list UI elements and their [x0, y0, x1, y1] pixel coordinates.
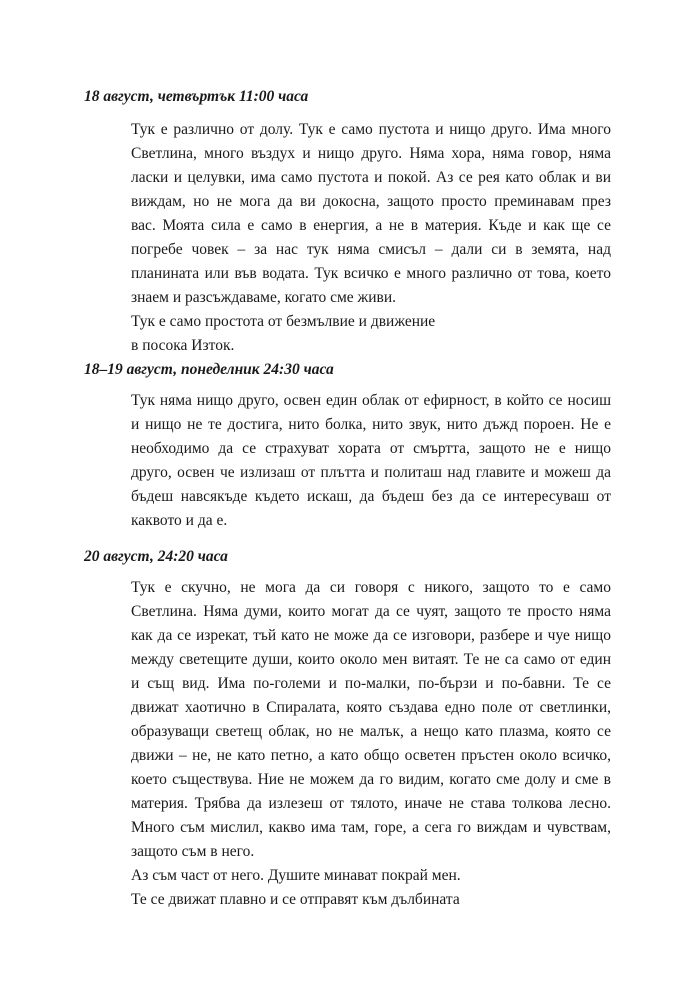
text-line: планината или във водата. Тук всичко е много различно от това, което — [131, 265, 611, 282]
text-line: Светлина. Няма думи, които могат да се чуят, защото те просто няма — [131, 603, 611, 620]
text-line: и същ вид. Има по-големи и по-малки, по-бързи и по-бавни. Те се — [131, 675, 611, 692]
text-line: движат хаотично в Спиралата, която създава едно поле от светлинки, — [131, 699, 611, 716]
text-line: което съществува. Ние не можем да го видим, когато сме долу и сме в — [131, 771, 611, 788]
text-line: погребе човек – за нас тук няма смисъл – дали си в земята, над — [131, 241, 611, 258]
text-line: как да се изрекат, тъй като не може да се изговори, разбере и чуе нищо — [131, 627, 611, 644]
text-line: вас. Моята сила е само в енергия, а не в материя. Къде и как ще се — [131, 217, 611, 234]
entry-heading: 20 август, 24:20 часа — [84, 548, 228, 565]
entry-body — [131, 118, 611, 358]
entry-body — [131, 389, 611, 533]
text-line: образуващи светещ облак, но не малък, а нещо като плазма, която се — [131, 723, 611, 740]
text-line: Светлина, много въздух и нищо друго. Няма хора, няма говор, няма — [131, 145, 611, 162]
text-line: и нищо не те достига, нито болка, нито звук, нито дъжд пороен. Не е — [131, 416, 611, 433]
text-line: в посока Изток. — [131, 337, 235, 354]
text-line: Тук е различно от долу. Тук е само пустота и нищо друго. Има много — [131, 121, 611, 138]
text-line: каквото и да е. — [131, 512, 228, 529]
text-line: защото съм в него. — [131, 843, 255, 860]
entry-body — [131, 576, 611, 912]
text-line: друго, освен че излизаш от плътта и политаш над главите и можеш да — [131, 464, 611, 481]
text-line: Те се движат плавно и се отправят към дълбината — [131, 891, 460, 908]
text-line: виждам, но не мога да ви докосна, защото просто преминавам през — [131, 193, 611, 210]
text-line: ласки и целувки, има само пустота и покой. Аз се рея като облак и ви — [131, 169, 611, 186]
text-line: бъдеш навсякъде където искаш, да бъдеш без да се интересуваш от — [131, 488, 611, 505]
text-line: знаем и разсъждаваме, когато сме живи. — [131, 289, 397, 306]
text-line: движи – не, не като петно, а като общо осветен пръстен около всичко, — [131, 747, 611, 764]
text-line: между светещите души, които около мен витаят. Те не са само от един — [131, 651, 611, 668]
entry-heading: 18 август, четвъртък 11:00 часа — [84, 88, 309, 105]
text-line: Много съм мислил, какво има там, горе, а сега го виждам и чувствам, — [131, 819, 611, 836]
text-line: Тук е само простота от безмълвие и движение — [131, 313, 436, 330]
text-line: Тук няма нищо друго, освен един облак от ефирност, в който се носиш — [131, 392, 611, 409]
text-line: Аз съм част от него. Душите минават покрай мен. — [131, 867, 461, 884]
text-line: Тук е скучно, не мога да си говоря с никого, защото то е само — [131, 579, 611, 596]
text-line: материя. Трябва да излезеш от тялото, иначе не става толкова лесно. — [131, 795, 611, 812]
text-line: необходимо да се страхуват хората от смъртта, защото не е нищо — [131, 440, 611, 457]
entry-heading: 18–19 август, понеделник 24:30 часа — [84, 361, 334, 378]
